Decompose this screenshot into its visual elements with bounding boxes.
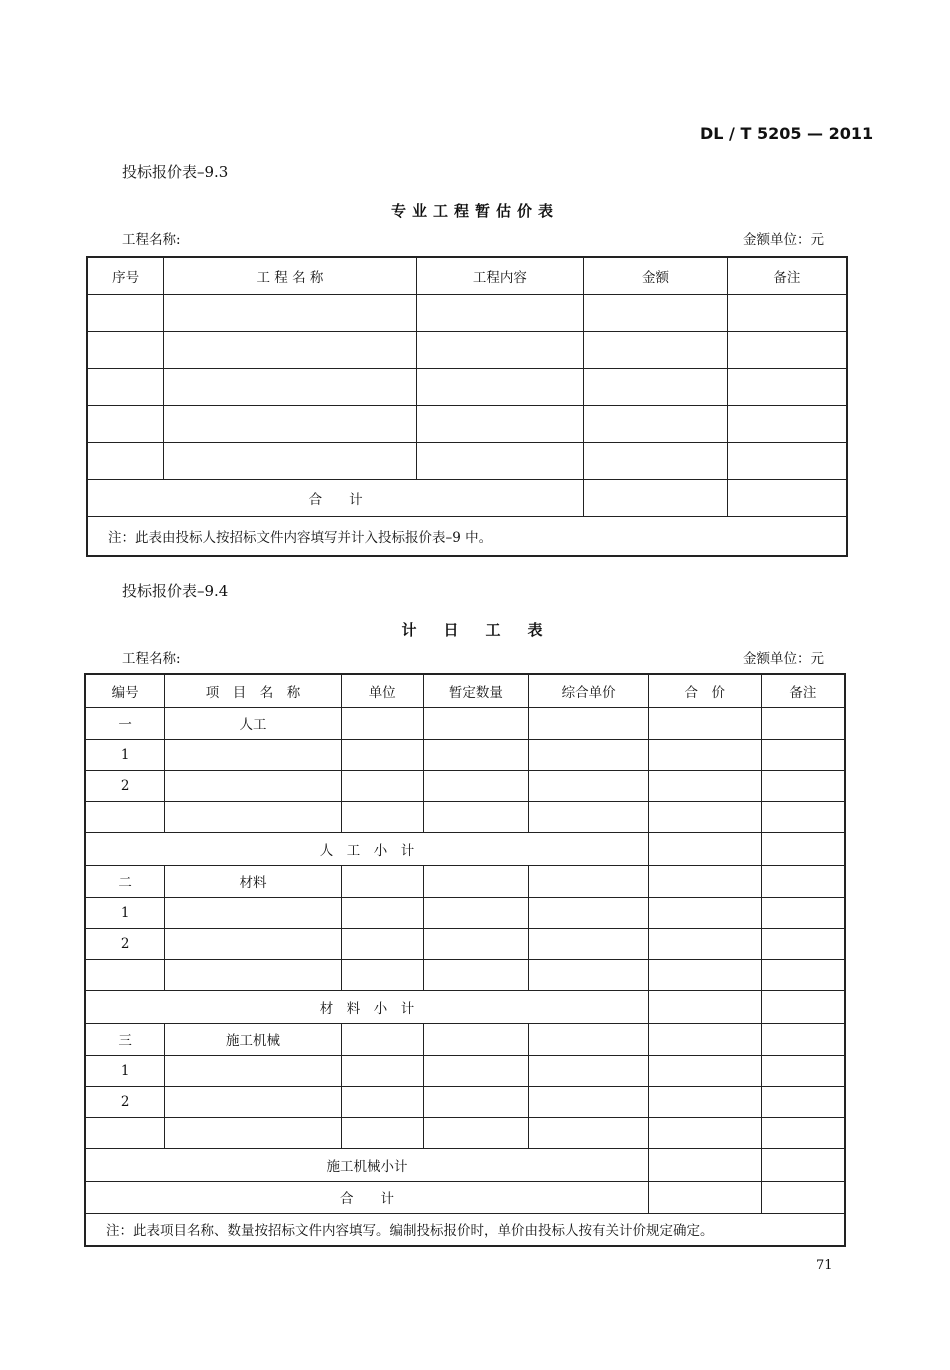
section-name: 施工机械 (165, 1023, 342, 1055)
col-header-quantity: 暂定数量 (423, 674, 529, 707)
table-row (87, 294, 847, 331)
total-label: 合 计 (87, 479, 584, 516)
col-header-total-price: 合 价 (648, 674, 761, 707)
table-row (87, 405, 847, 442)
row-number: 1 (85, 1055, 165, 1086)
row-number (85, 801, 165, 832)
row-number: 2 (85, 928, 165, 959)
table-row (87, 331, 847, 368)
subtotal-row-machinery (85, 1148, 845, 1181)
row-number: 2 (85, 1086, 165, 1117)
section-number: 一 (85, 707, 165, 739)
daywork-table (84, 673, 846, 1247)
section-row-materials (85, 865, 845, 897)
table-row (85, 897, 845, 928)
subtotal-row-labor (85, 832, 845, 865)
table-row (85, 801, 845, 832)
table-row (85, 739, 845, 770)
row-number: 1 (85, 897, 165, 928)
table2-note: 注：此表项目名称、数量按招标文件内容填写。编制投标报价时，单价由投标人按有关计价规定确定。 (85, 1213, 845, 1246)
col-header-unit-price: 综合单价 (529, 674, 649, 707)
col-header-project-name: 工 程 名 称 (164, 257, 416, 294)
table1-title: 专业工程暂估价表 (390, 202, 559, 220)
table2-unit-label: 金额单位：元 (743, 651, 824, 667)
row-number: 2 (85, 770, 165, 801)
subtotal-label: 材 料 小 计 (85, 990, 648, 1023)
col-header-unit: 单位 (341, 674, 423, 707)
col-header-item-name: 项 目 名 称 (165, 674, 342, 707)
section-name: 人工 (165, 707, 342, 739)
table1-project-name-label: 工程名称: (122, 232, 181, 248)
table-row (85, 1086, 845, 1117)
table-row (85, 1117, 845, 1148)
total-row (87, 479, 847, 516)
col-header-number: 编号 (85, 674, 165, 707)
row-number: 1 (85, 739, 165, 770)
section-number: 三 (85, 1023, 165, 1055)
page-number: 71 (816, 1258, 833, 1273)
table2-project-name-label: 工程名称: (122, 651, 181, 667)
section-name: 材料 (165, 865, 342, 897)
table2-title: 计 日 工 表 (401, 621, 549, 639)
table2-label: 投标报价表–9.4 (122, 582, 229, 600)
section-number: 二 (85, 865, 165, 897)
section-row-machinery (85, 1023, 845, 1055)
table1-unit-label: 金额单位：元 (743, 232, 824, 248)
table-row (85, 770, 845, 801)
row-number (85, 959, 165, 990)
table-row (87, 442, 847, 479)
subtotal-label: 人 工 小 计 (85, 832, 648, 865)
subtotal-row-materials (85, 990, 845, 1023)
row-number (85, 1117, 165, 1148)
table-row (85, 959, 845, 990)
table-row (85, 1055, 845, 1086)
section-row-labor (85, 707, 845, 739)
total-row (85, 1181, 845, 1213)
table1-label: 投标报价表–9.3 (122, 163, 229, 181)
table-row (85, 928, 845, 959)
col-header-content: 工程内容 (416, 257, 584, 294)
col-header-remarks: 备注 (761, 674, 845, 707)
standard-code: DL / T 5205 — 2011 (700, 124, 874, 143)
subtotal-label: 施工机械小计 (85, 1148, 648, 1181)
table-row (87, 368, 847, 405)
total-label: 合 计 (85, 1181, 648, 1213)
table1-note: 注：此表由投标人按招标文件内容填写并计入投标报价表–9 中。 (87, 516, 847, 556)
col-header-index: 序号 (87, 257, 164, 294)
col-header-remarks: 备注 (727, 257, 847, 294)
col-header-amount: 金额 (584, 257, 728, 294)
estimate-table (86, 256, 848, 557)
